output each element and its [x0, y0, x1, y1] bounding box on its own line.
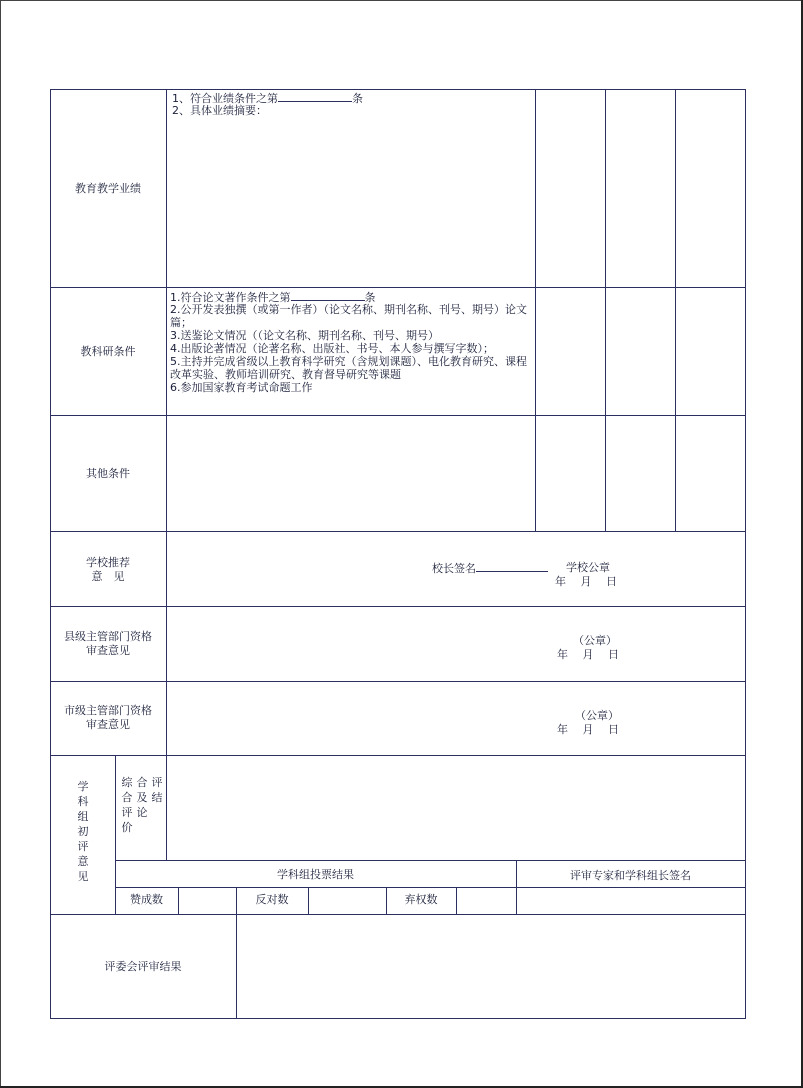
vote-result-title: 学科组投票结果 [277, 868, 354, 881]
research-label: 教科研条件 [80, 345, 136, 358]
research-line4: 4.出版论著情况（论著名称、出版社、书号、本人参与撰写字数）； [170, 342, 494, 355]
approve-count-label: 赞成数 [130, 893, 163, 906]
research-clause-blank[interactable] [291, 290, 365, 301]
county-label-2: 审查意见 [86, 644, 130, 657]
comprehensive-col-b: 合及论 [136, 776, 148, 819]
row-divider [50, 755, 746, 756]
teaching-clause-blank[interactable] [278, 91, 352, 102]
school-seal: 学校公章 [566, 561, 610, 574]
school-label-1: 学校推荐 [86, 556, 130, 569]
row-divider [115, 860, 746, 861]
col-divider [456, 887, 457, 914]
col-divider [166, 89, 167, 755]
row-divider [50, 681, 746, 682]
research-line2a: 2.公开发表独撰（或第一作者）（论文名称、期刊名称、刊号、期号）论文 [170, 303, 527, 316]
research-line3: 3.送鉴论文情况（（论文名称、期刊名称、刊号、期号） [170, 329, 439, 342]
research-line1: 1.符合论文著作条件之第 条 [170, 291, 376, 304]
school-label-2: 意 见 [91, 570, 125, 583]
col-divider [236, 914, 237, 1018]
teaching-label: 教育教学业绩 [75, 182, 141, 195]
table-border-left [50, 89, 51, 1019]
county-seal: （公章） [573, 634, 617, 647]
teaching-line1: 1、符合业绩条件之第 条 [172, 92, 363, 105]
city-seal: （公章） [575, 709, 619, 722]
table-border-right [745, 89, 746, 1019]
expert-sign-title: 评审专家和学科组长签名 [570, 869, 691, 882]
table-border-bottom [50, 1018, 746, 1019]
col-divider [675, 89, 676, 531]
scan-edge-left [0, 0, 1, 1088]
principal-signature: 校长签名 [432, 561, 548, 575]
city-date: 年 月 日 [557, 723, 619, 736]
row-divider [50, 531, 746, 532]
against-count-label: 反对数 [255, 893, 289, 906]
principal-signature-blank[interactable] [476, 561, 548, 572]
abstain-count-label: 弃权数 [404, 893, 438, 906]
col-divider [308, 887, 309, 914]
col-divider [535, 89, 536, 531]
committee-label: 评委会评审结果 [104, 960, 182, 973]
comprehensive-col-c: 评结 [151, 776, 163, 804]
col-divider [605, 89, 606, 531]
row-divider [115, 887, 746, 888]
county-label-1: 县级主管部门资格 [64, 630, 152, 643]
table-border-top [50, 89, 746, 90]
col-divider [115, 755, 116, 914]
research-line6: 6.参加国家教育考试命题工作 [170, 381, 313, 394]
research-line2b: 篇； [170, 316, 192, 329]
subject-group-label: 学科组初评意见 [77, 780, 89, 883]
col-divider [166, 755, 167, 860]
school-date: 年 月 日 [555, 575, 617, 588]
row-divider [50, 606, 746, 607]
research-line5a: 5.主持并完成省级以上教育科学研究（含规划课题）、电化教育研究、课程 [170, 355, 527, 368]
row-divider [50, 914, 746, 915]
row-divider [50, 287, 746, 288]
scan-edge-top [0, 0, 803, 1]
comprehensive-col-a: 综合评价 [121, 776, 133, 834]
county-date: 年 月 日 [557, 648, 619, 661]
other-label: 其他条件 [86, 467, 130, 480]
teaching-line2: 2、具体业绩摘要： [172, 104, 267, 117]
research-line5b: 改革实验、教师培训研究、教育督导研究等课题 [170, 368, 401, 381]
city-label-1: 市级主管部门资格 [64, 704, 152, 717]
col-divider [178, 887, 179, 914]
city-label-2: 审查意见 [86, 718, 130, 731]
row-divider [50, 415, 746, 416]
